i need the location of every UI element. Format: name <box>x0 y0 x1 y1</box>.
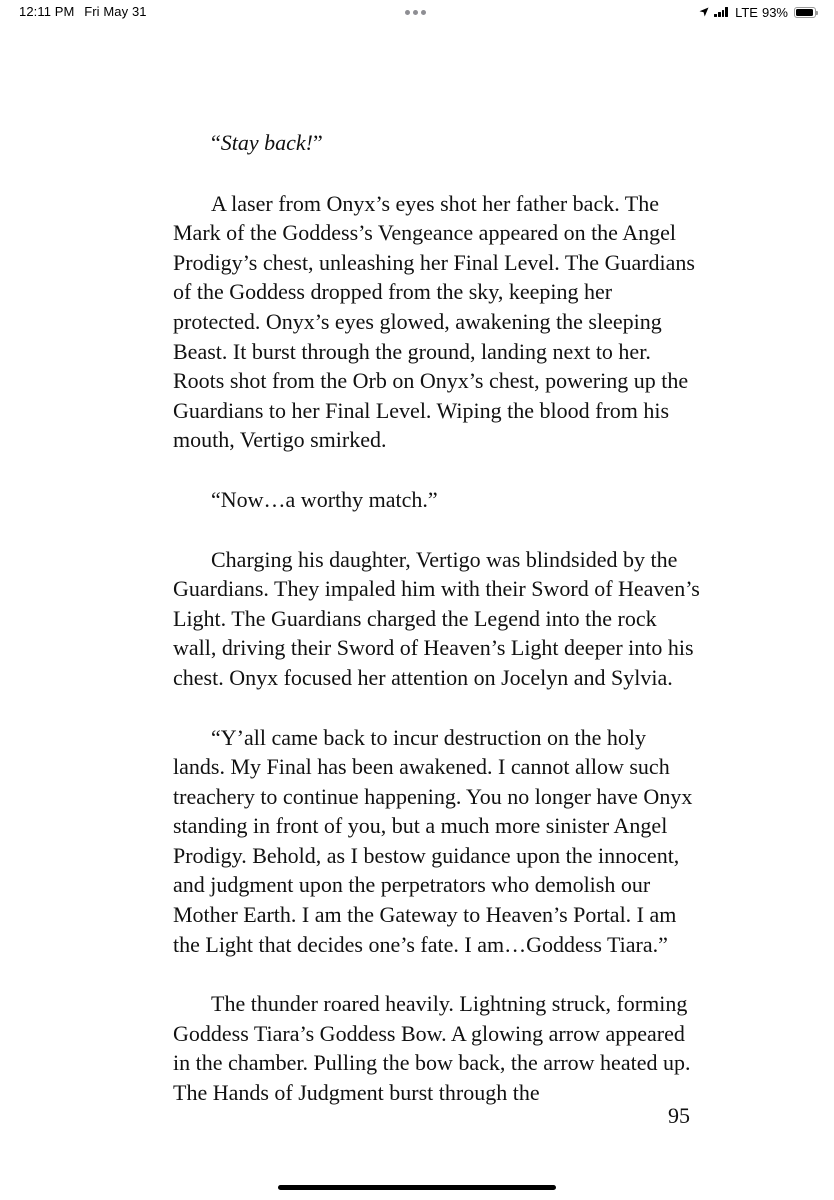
book-page-text <box>173 128 703 1108</box>
location-arrow-icon <box>699 7 709 17</box>
status-left <box>19 4 147 19</box>
signal-bars-icon <box>714 7 729 17</box>
paragraph-3: “Now…a worthy match.” <box>211 486 438 512</box>
more-dots-icon[interactable] <box>405 10 429 16</box>
battery-percent: 93% <box>761 4 788 20</box>
status-right <box>699 4 816 20</box>
paragraph-5: “Y’all came back to incur destruction on the holy lands. My Final has been awakened. I cannot allow such treachery to continue happening. You no longer have Onyx standing in front of you, but a much more sinister Angel Prodigy. Behold, as I bestow guidance upon the innocent, and judgment upon the perpetrators who demolish our Mother Earth. I am the Gateway to Heaven’s Portal. I am the Light that decides one’s fate. I am…Goddess Tiara.” <box>173 724 693 957</box>
battery-icon <box>794 7 816 18</box>
italic-quote: Stay back! <box>220 130 313 155</box>
home-indicator[interactable] <box>278 1185 556 1190</box>
status-date: Fri May 31 <box>84 4 147 19</box>
network-type: LTE <box>735 4 758 20</box>
paragraph-1: “Stay back!” <box>211 130 323 155</box>
paragraph-4: Charging his daughter, Vertigo was blindsided by the Guardians. They impaled him with their Sword of Heaven’s Light. The Guardians charged the Legend into the rock wall, driving their Sword of Heaven’s Light deeper into his chest. Onyx focused her attention on Jocelyn and Sylvia. <box>173 546 700 690</box>
paragraph-2: A laser from Onyx’s eyes shot her father back. The Mark of the Goddess’s Vengeance appeared on the Angel Prodigy’s chest, unleashing her Final Level. The Guardians of the Goddess dropped from the sky, keeping her protected. Onyx’s eyes glowed, awakening the sleeping Beast. It burst through the ground, landing next to her. Roots shot from the Orb on Onyx’s chest, powering up the Guardians to her Final Level. Wiping the blood from his mouth, Vertigo smirked. <box>173 190 695 453</box>
paragraph-6: The thunder roared heavily. Lightning struck, forming Goddess Tiara’s Goddess Bow. A glowing arrow appeared in the chamber. Pulling the bow back, the arrow heated up. The Hands of Judgment burst through the <box>173 991 691 1106</box>
status-bar <box>0 0 834 26</box>
status-time: 12:11 PM <box>19 4 75 19</box>
page-number: 95 <box>668 1103 690 1128</box>
